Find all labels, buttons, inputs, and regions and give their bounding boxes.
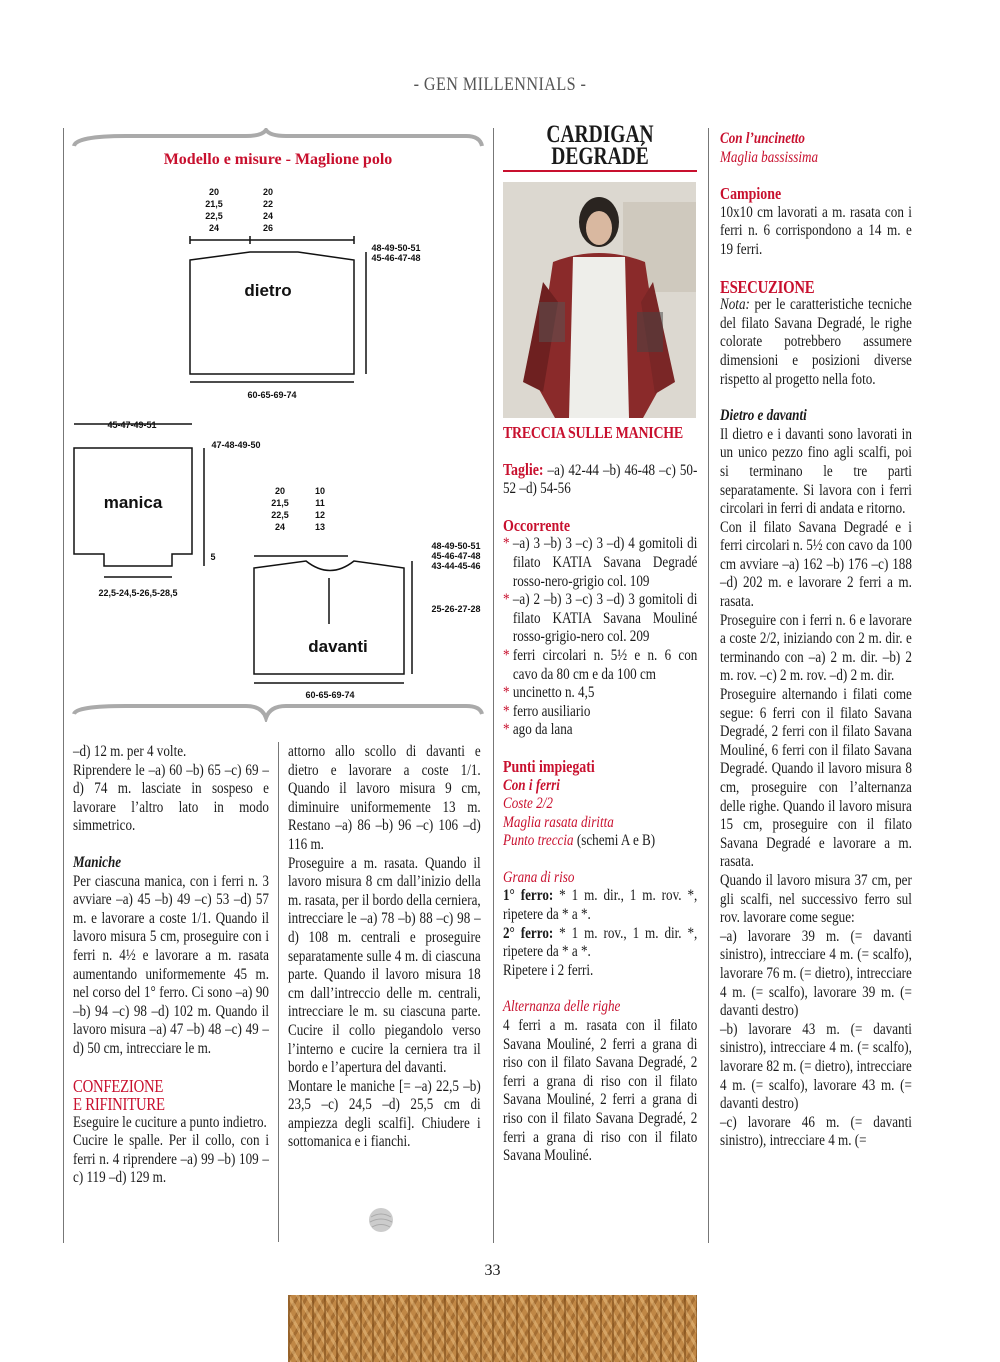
dim-label: 48-49-50-51 [431, 541, 481, 551]
row-instruction [503, 925, 697, 962]
row-label: 1° ferro: [503, 887, 554, 905]
section-heading: CONFEZIONE [73, 1075, 164, 1096]
section-heading: E RIFINITURE [73, 1094, 165, 1115]
text-column-4 [720, 130, 912, 1151]
section-heading: Dietro e davanti [720, 407, 807, 425]
paragraph: Cucire le spalle. Per il collo, con i ferri n. 4 riprendere –a) 99 –b) 109 –c) 119 –d) 129 m. [73, 1132, 269, 1187]
paragraph: 4 ferri a m. rasata con il filato Savana Mouliné, 2 ferri a grana di riso con il filato Savana Degradé, 2 ferri a grana di riso con il filato Savana Mouliné, 2 ferri a grana di riso con il filato Savana Degradé, 2 ferri a grana di riso con il filato Savana Mouliné. [503, 1017, 698, 1165]
paragraph: –a) lavorare 39 m. (= davanti sinistro), intrecciare 4 m. (= scalfo), lavorare 76 m. (= dietro), intrecciare 4 m. (= scalfo), lavorare 39 m. (= davanti destro) [720, 927, 912, 1020]
paragraph: Per ciascuna manica, con i ferri n. 3 avviare –a) 45 –b) 49 –c) 53 –d) 57 m. e lavorare a coste 1/1. Quando il lavoro misura 5 cm, proseguire con i ferri n. 4½ e lavorare a m. rasata aumentando uniformemente 45 m. nel corso del 1° ferro. Ci sono –a) 90 –b) 94 –c) 98 –d) 102 m. Quando il lavoro misura –a) 47 –b) 48 –c) 49 –d) 50 cm, intrecciare le m. [73, 872, 269, 1057]
paragraph: –d) 12 m. per 4 volte. [73, 743, 187, 760]
paragraph: Ripetere i 2 ferri. [503, 961, 594, 979]
sizes [503, 461, 697, 499]
dim-label: 60-65-69-74 [247, 390, 297, 400]
subtitle: TRECCIA SULLE MANICHE [503, 423, 683, 442]
column-rule [493, 128, 494, 1243]
column-rule [708, 128, 709, 1243]
section-heading: Maniche [73, 853, 122, 871]
knit-texture-image [288, 1295, 697, 1362]
dim-label: 24 [262, 211, 274, 221]
list-item: * –a) 3 –b) 3 –c) 3 –d) 4 gomitoli di filato KATIA Savana Degradé rosso-nero-grigio col. 109 [503, 535, 697, 591]
subheading: Grana di riso [503, 868, 575, 886]
column-rule [63, 128, 64, 1243]
paragraph: Eseguire le cuciture a punto indietro. [73, 1113, 267, 1131]
dim-label: 48-49-50-51 [371, 243, 421, 253]
running-head: - GEN MILLENNIALS - [413, 74, 587, 95]
dim-label: 24 [208, 223, 220, 233]
paragraph: attorno allo scollo di davanti e dietro e lavorare a coste 1/1. Quando il lavoro misura 9 cm, diminuire uniformemente 13 m. Restano –a) 86 –b) 96 –c) 106 –d) 116 m. [288, 743, 481, 853]
dim-label: 22,5-24,5-26,5-28,5 [98, 588, 178, 598]
note-text: per le caratteristiche tecniche del filato Savana Degradé, le righe colorate potrebbero assumere dimensioni e posizioni diverse rispetto al progetto nella foto. [720, 296, 912, 388]
paragraph [720, 296, 912, 389]
dim-label: 47-48-49-50 [211, 440, 261, 450]
title-line: CARDIGAN [546, 121, 654, 148]
row-instruction [503, 887, 697, 924]
dim-label: 12 [314, 510, 326, 520]
dim-label: 25-26-27-28 [431, 604, 481, 614]
paragraph: –c) lavorare 46 m. (= davanti sinistro), intrecciare 4 m. (= [720, 1113, 912, 1150]
sizes-label: Taglie: [503, 459, 544, 479]
text-column-2 [288, 743, 481, 1152]
paragraph: Proseguire alternando i filati come segue: 6 ferri con il filato Savana Degradé, 2 ferri con il filato Savana Mouliné, 6 ferri con il filato Savana Degradé. Quando il lavoro misura 8 cm, proseguire con l’alternanza delle righe. Quando il lavoro misura 15 cm, proseguire con il filato Savana Degradé e lavorare a m. rasata. [720, 686, 912, 871]
text-column-3 [503, 424, 697, 1166]
manica-label: manica [103, 493, 163, 512]
list-item: * ferro ausiliario [503, 703, 697, 722]
section-heading: Occorrente [503, 515, 571, 535]
dim-label: 26 [262, 223, 274, 233]
dim-label: 10 [314, 486, 326, 496]
dim-label: 45-46-47-48 [431, 551, 481, 561]
model-photo [503, 182, 696, 418]
list-item: * ferri circolari n. 5½ e n. 6 con cavo da 80 cm e da 100 cm [503, 647, 697, 684]
stitch-line [503, 832, 697, 851]
title-line: DEGRADÉ [551, 143, 649, 170]
davanti-label: davanti [308, 637, 368, 656]
paragraph: Il dietro e i davanti sono lavorati in un unico pezzo fino agli scalfi, poi si terminano le tre parti separatamente. Si lavora con i ferri circolari in ferri di andata e ritorno. [720, 425, 912, 518]
row-text: * 1 m. rov., 1 m. dir. *, ripetere da * a *. [503, 924, 698, 961]
paragraph: Quando il lavoro misura 37 cm, per gli scalfi, nel successivo ferro sul rov. lavorare come segue: [720, 871, 912, 927]
paragraph: Riprendere le –a) 60 –b) 65 –c) 69 –d) 74 m. lasciate in sospeso e lavorare l’altro lato in modo simmetrico. [73, 761, 269, 835]
materials-list [503, 535, 697, 740]
stitch-note: (schemi A e B) [573, 832, 656, 850]
yarn-ball-icon [366, 1205, 400, 1235]
dim-label: 20 [208, 187, 220, 197]
stitch-name: Punto treccia [503, 832, 574, 850]
dim-label: 22,5 [205, 211, 223, 221]
article-title [524, 121, 675, 170]
paragraph: Proseguire a m. rasata. Quando il lavoro misura 8 cm dall’inizio della m. rasata, per il bordo della cerniera, intrecciare le –a) 78 –b) 88 –c) 98 –d) 108 m. centrali e proseguire separatamente sulle 4 m. di ciascuna parte. Quando il lavoro misura 18 cm dall’intreccio delle m. centrali, intrecciare le m. su ciascuna parte. Cucire il collo piegandolo verso l’interno e cucire la cerniera tra il bordo e l’apertura del davanti. [288, 854, 481, 1077]
subheading: Con i ferri [503, 776, 560, 794]
dim-label: 20 [274, 486, 286, 496]
paragraph: –b) lavorare 43 m. (= davanti sinistro), intrecciare 4 m. (= scalfo), lavorare 82 m. (= dietro), intrecciare 4 m. (= scalfo), lavorare 43 m. (= davanti destro) [720, 1020, 912, 1113]
paragraph: Con il filato Savana Degradé e i ferri circolari n. 5½ con cavo da 100 cm avviare –a) 162 –b) 176 –c) 188 –d) 202 m. e lavorare 2 ferri a m. rasata. [720, 518, 912, 611]
list-item: * ago da lana [503, 721, 697, 740]
subheading: Con l’uncinetto [720, 130, 805, 147]
section-heading: ESECUZIONE [720, 276, 815, 297]
subheading: Alternanza delle righe [503, 998, 621, 1016]
dim-label: 20 [262, 187, 274, 197]
title-underline [503, 170, 697, 172]
paragraph: 10x10 cm lavorati a m. rasata con i ferri n. 6 corrispondono a 14 m. e 19 ferri. [720, 203, 912, 258]
dim-label: 43-44-45-46 [431, 561, 481, 571]
dim-label: 45-47-49-51 [107, 420, 157, 430]
dim-label: 21,5 [205, 199, 223, 209]
column-rule [278, 742, 279, 1242]
text-column-1 [73, 743, 269, 1188]
dim-label: 5 [210, 552, 216, 562]
list-item: * –a) 2 –b) 3 –c) 3 –d) 3 gomitoli di filato KATIA Savana Mouliné rosso-grigio-nero col. 209 [503, 591, 697, 647]
paragraph: Proseguire con i ferri n. 6 e lavorare a coste 2/2, iniziando con 2 m. dir. e terminando con –a) 2 m. dir. –b) 2 m. rov. –c) 2 m. rov. –d) 2 m. dir. [720, 611, 912, 685]
dietro-shape [190, 252, 354, 374]
dim-label: 24 [274, 522, 286, 532]
dim-label: 13 [314, 522, 326, 532]
dietro-label: dietro [244, 281, 292, 300]
dim-label: 22 [262, 199, 274, 209]
row-text: * 1 m. dir., 1 m. rov. *, ripetere da * a *. [503, 887, 698, 924]
sizes-value: –a) 42-44 –b) 46-48 –c) 50-52 –d) 54-56 [503, 461, 698, 498]
section-heading: Campione [720, 184, 782, 204]
dim-label: 22,5 [271, 510, 289, 520]
diagram-title: Modello e misure - Maglione polo [163, 151, 393, 168]
dim-label: 45-46-47-48 [371, 253, 421, 263]
paragraph: Montare le maniche [= –a) 22,5 –b) 23,5 –c) 24,5 –d) 25,5 cm di ampiezza degli scalfi]. Chiudere i sottomanica e i fianchi. [288, 1077, 481, 1151]
dim-label: 21,5 [271, 498, 289, 508]
page-number: 33 [484, 1262, 501, 1279]
note-label: Nota: [720, 296, 750, 314]
dim-label: 60-65-69-74 [305, 690, 355, 700]
list-item: * uncinetto n. 4,5 [503, 684, 697, 703]
stitch-name: Maglia bassissima [720, 148, 819, 166]
stitch-name: Coste 2/2 [503, 795, 553, 813]
pattern-diagram [66, 128, 490, 722]
stitch-name: Maglia rasata diritta [503, 813, 614, 831]
row-label: 2° ferro: [503, 924, 554, 942]
section-heading: Punti impiegati [503, 756, 595, 776]
dim-label: 11 [315, 498, 325, 508]
